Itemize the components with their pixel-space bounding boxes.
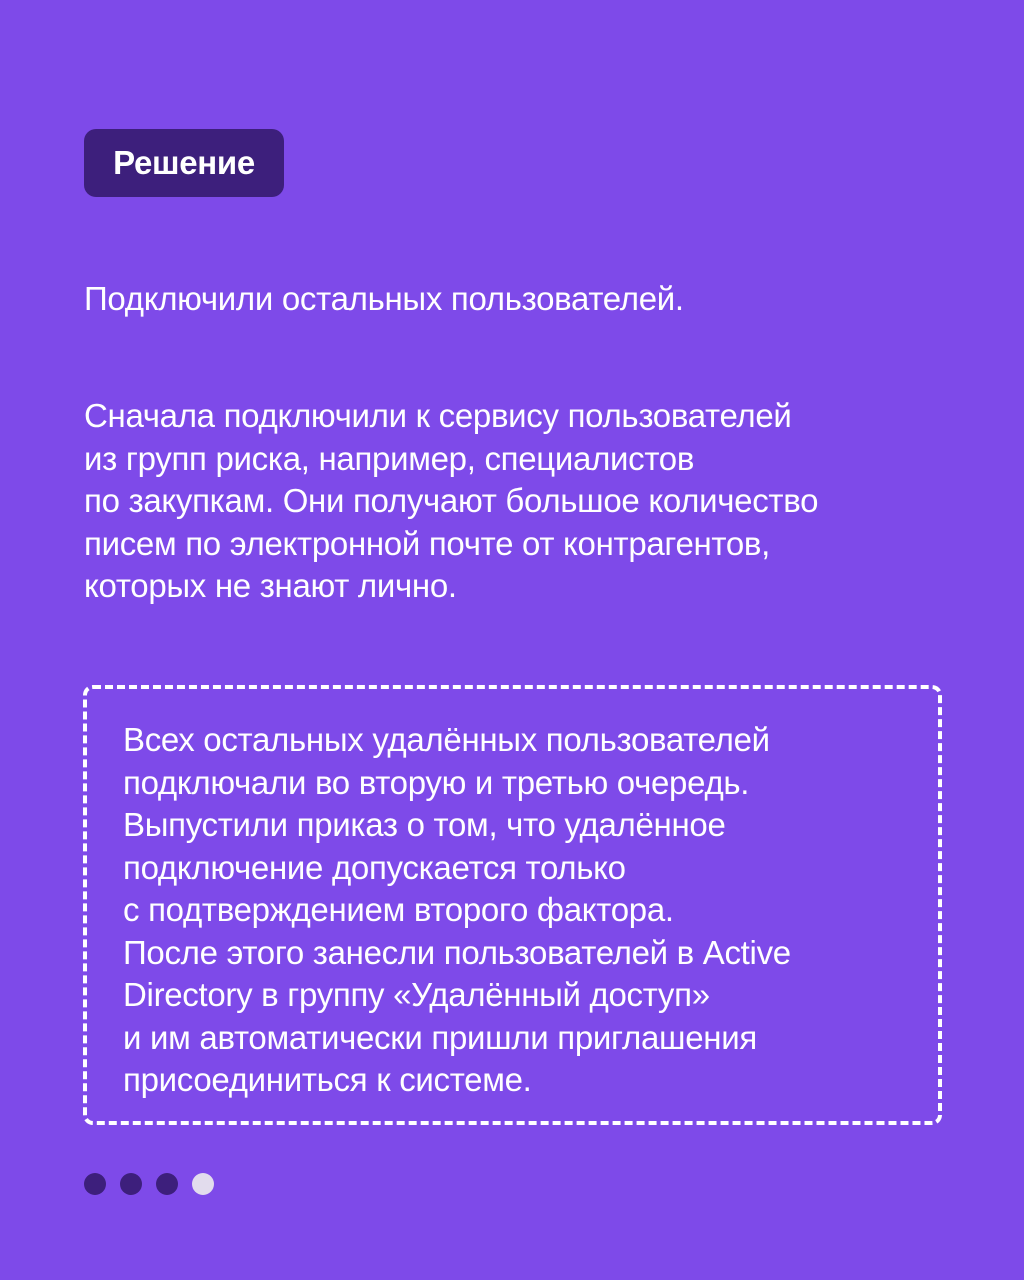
section-badge-label: Решение <box>113 144 255 181</box>
highlight-line: и им автоматически пришли приглашения <box>123 1018 757 1056</box>
pagination-dot-3[interactable] <box>156 1173 178 1195</box>
description-paragraph <box>84 395 964 608</box>
pagination-dot-1[interactable] <box>84 1173 106 1195</box>
pagination-dot-4-active[interactable] <box>192 1173 214 1195</box>
paragraph-line: которых не знают лично. <box>84 567 457 604</box>
highlight-line: После этого занесли пользователей в Active <box>123 933 791 971</box>
highlight-line: присоединиться к системе. <box>123 1061 532 1098</box>
paragraph-line: Сначала подключили к сервису пользователей <box>84 397 792 434</box>
paragraph-line: писем по электронной почте от контрагентов, <box>84 524 771 562</box>
pagination-dots <box>84 1173 214 1195</box>
intro-text: Подключили остальных пользователей. <box>84 280 684 317</box>
highlight-line: Выпустили приказ о том, что удалённое <box>123 806 726 843</box>
highlight-box-text <box>123 719 923 1102</box>
highlight-line: с подтверждением второго фактора. <box>123 891 674 928</box>
pagination-dot-2[interactable] <box>120 1173 142 1195</box>
highlight-line: подключение допускается только <box>123 848 626 886</box>
highlight-line: Directory в группу «Удалённый доступ» <box>123 976 710 1013</box>
paragraph-line: по закупкам. Они получают большое количество <box>84 482 819 519</box>
section-badge <box>84 129 284 197</box>
highlight-line: Всех остальных удалённых пользователей <box>123 721 770 758</box>
highlight-line: подключали во вторую и третью очередь. <box>123 763 750 801</box>
paragraph-line: из групп риска, например, специалистов <box>84 439 695 477</box>
